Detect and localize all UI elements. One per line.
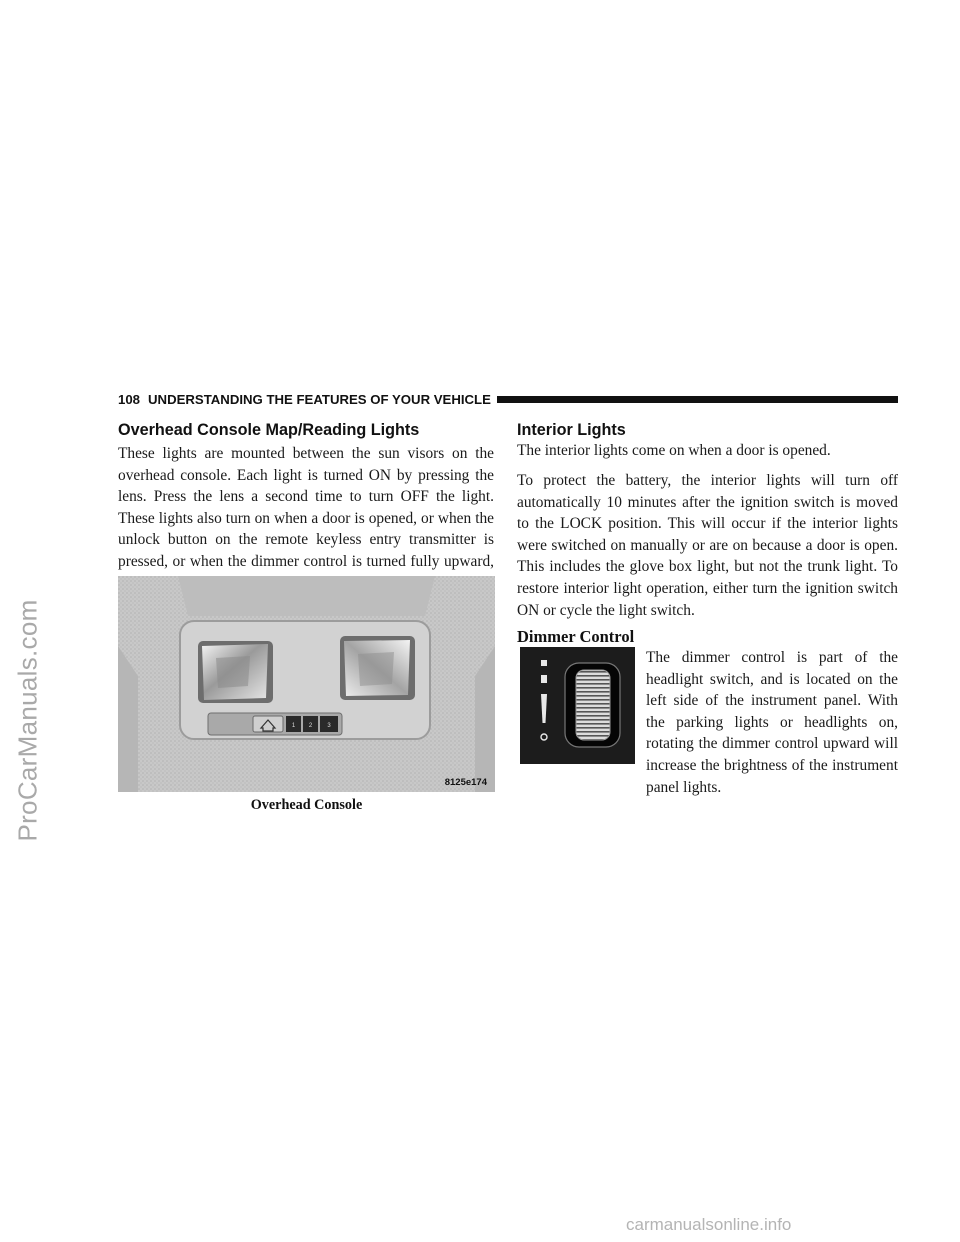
overhead-lights-heading: Overhead Console Map/Reading Lights (118, 421, 420, 439)
button-label-1: 1 (291, 723, 296, 729)
interior-lights-heading: Interior Lights (517, 421, 626, 439)
header-text (118, 392, 491, 407)
button-label-3: 3 (327, 723, 331, 729)
interior-lights-para2: To protect the battery, the interior lights will turn off automatically 10 minutes after the ignition switch is moved to the LOCK position. This will occur if the interior lights were switched on manually or are on because a door is open. This includes the glove box light, but not the trunk light. To restore interior light operation, either turn the ignition switch ON or cycle the light switch. (517, 472, 898, 619)
header-rule (497, 396, 898, 403)
page-header (118, 390, 898, 408)
dimmer-control-heading: Dimmer Control (517, 627, 635, 646)
dimmer-control-body: The dimmer control is part of the headlight switch, and is located on the left side of the instrument panel. With the parking lights or headlights on, rotating the dimmer control upward will increase the brightness of the instrument panel lights. (646, 649, 898, 796)
footer-url: carmanualsonline.info (626, 1215, 792, 1234)
watermark-text: ProCarManuals.com (12, 598, 43, 842)
page-number: 108 (118, 391, 141, 407)
dimmer-control-illustration (520, 647, 635, 764)
interior-lights-para1: The interior lights come on when a door is opened. (517, 442, 831, 459)
watermark (8, 515, 48, 925)
image-code: 8125e174 (444, 777, 487, 788)
photo-caption: Overhead Console (250, 797, 363, 813)
button-label-2: 2 (308, 723, 313, 729)
overhead-console-photo (118, 576, 495, 792)
overhead-lights-body: These lights are mounted between the sun visors on the overhead console. Each light is turned ON by pressing the lens. Press the lens a second time to turn OFF the light. These lights also turn on when a door is opened, or when the unlock button on the remote keyless entry transmitter is pressed, or when the dimmer control is turned fully upward, (118, 445, 494, 570)
section-title: UNDERSTANDING THE FEATURES OF YOUR VEHICLE (148, 391, 491, 407)
